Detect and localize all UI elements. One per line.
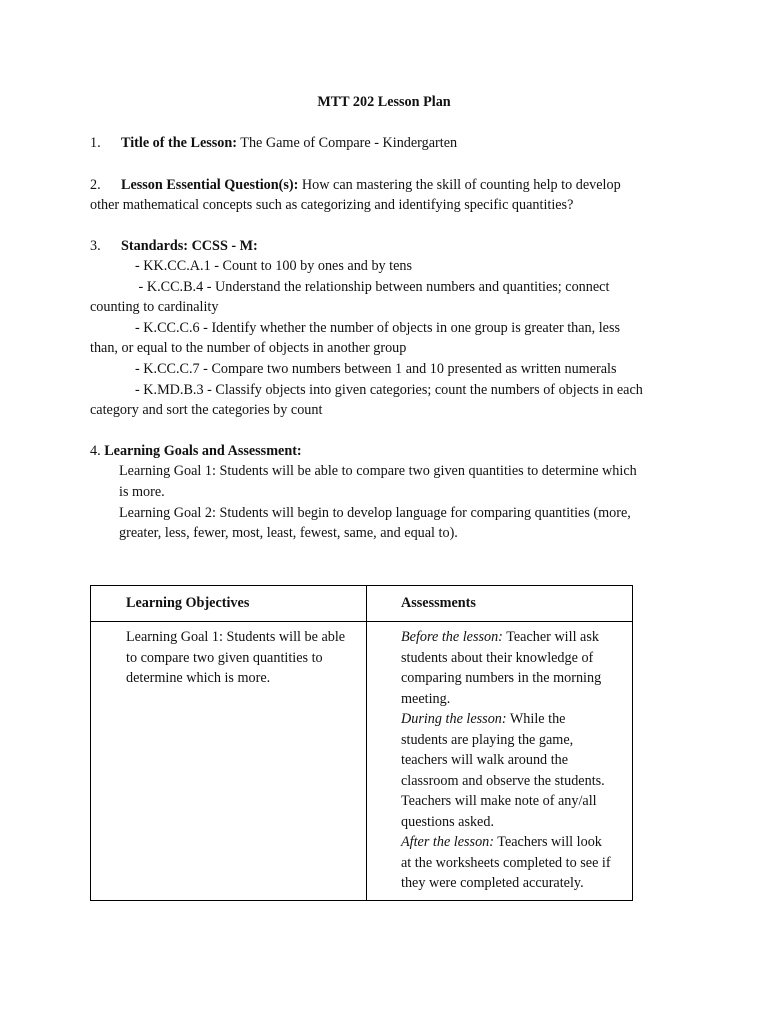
item2-number: 2. [90, 177, 101, 193]
goal-line: greater, less, fewer, most, least, fewest, same, and equal to). [119, 525, 458, 541]
assessment-line: classroom and observe the students. [401, 773, 605, 789]
standard-line: - K.MD.B.3 - Classify objects into given categories; count the numbers of objects in each [135, 382, 643, 398]
assessment-line: questions asked. [401, 814, 494, 830]
standard-line: - K.CC.C.7 - Compare two numbers between 1 and 10 presented as written numerals [135, 361, 617, 377]
assessment-line: students about their knowledge of [401, 650, 594, 666]
item1-line [121, 133, 457, 153]
assessment-line: comparing numbers in the morning [401, 670, 602, 686]
assessment-line: at the worksheets completed to see if [401, 855, 611, 871]
standard-line: counting to cardinality [90, 299, 219, 315]
assessment-before-label: Before the lesson: [401, 629, 503, 645]
assessment-line: they were completed accurately. [401, 875, 584, 891]
assessment-line: meeting. [401, 691, 451, 707]
assessment-after-line: After the lesson: Teachers will look [401, 834, 602, 850]
item4-number: 4. [90, 443, 101, 459]
item1-number: 1. [90, 135, 101, 151]
objective-line: Learning Goal 1: Students will be able [126, 629, 346, 645]
assessment-line: teachers will walk around the [401, 752, 569, 768]
assessment-before-line: Before the lesson: Teacher will ask [401, 629, 599, 645]
table-header-divider [91, 621, 632, 622]
item4-heading [90, 441, 302, 461]
item2-line [121, 175, 621, 195]
assessment-during-label: During the lesson: [401, 711, 507, 727]
item2-text-1: How can mastering the skill of counting help to develop [298, 177, 621, 193]
table-column-divider [366, 586, 367, 900]
assessment-during-line: During the lesson: While the [401, 711, 566, 727]
objectives-assessments-table [90, 585, 633, 901]
standard-line: - K.CC.B.4 - Understand the relationship between numbers and quantities; connect [135, 279, 610, 295]
table-header-objectives: Learning Objectives [126, 595, 250, 611]
objective-line: determine which is more. [126, 670, 271, 686]
objective-line: to compare two given quantities to [126, 650, 323, 666]
standard-line: than, or equal to the number of objects in another group [90, 340, 407, 356]
item1-label: Title of the Lesson: [121, 135, 237, 151]
standard-line: - KK.CC.A.1 - Count to 100 by ones and by tens [135, 258, 413, 274]
item2-text-2: other mathematical concepts such as categorizing and identifying specific quantities? [90, 197, 574, 213]
table-header-assessments: Assessments [401, 595, 476, 611]
assessment-line: students are playing the game, [401, 732, 574, 748]
goal-line: is more. [119, 484, 165, 500]
item2-label: Lesson Essential Question(s): [121, 177, 299, 193]
item3-number: 3. [90, 238, 101, 254]
item4-label: Learning Goals and Assessment: [104, 443, 302, 459]
assessment-after-label: After the lesson: [401, 834, 494, 850]
item1-text: The Game of Compare - Kindergarten [237, 135, 458, 151]
assessment-line: Teachers will make note of any/all [401, 793, 597, 809]
standard-line: category and sort the categories by count [90, 402, 323, 418]
goal-line: Learning Goal 2: Students will begin to develop language for comparing quantities (more, [119, 505, 631, 521]
item3-label: Standards: CCSS - M: [121, 238, 258, 254]
document-title: MTT 202 Lesson Plan [317, 94, 451, 110]
goal-line: Learning Goal 1: Students will be able to compare two given quantities to determine which [119, 463, 637, 479]
standard-line: - K.CC.C.6 - Identify whether the number of objects in one group is greater than, less [135, 320, 621, 336]
